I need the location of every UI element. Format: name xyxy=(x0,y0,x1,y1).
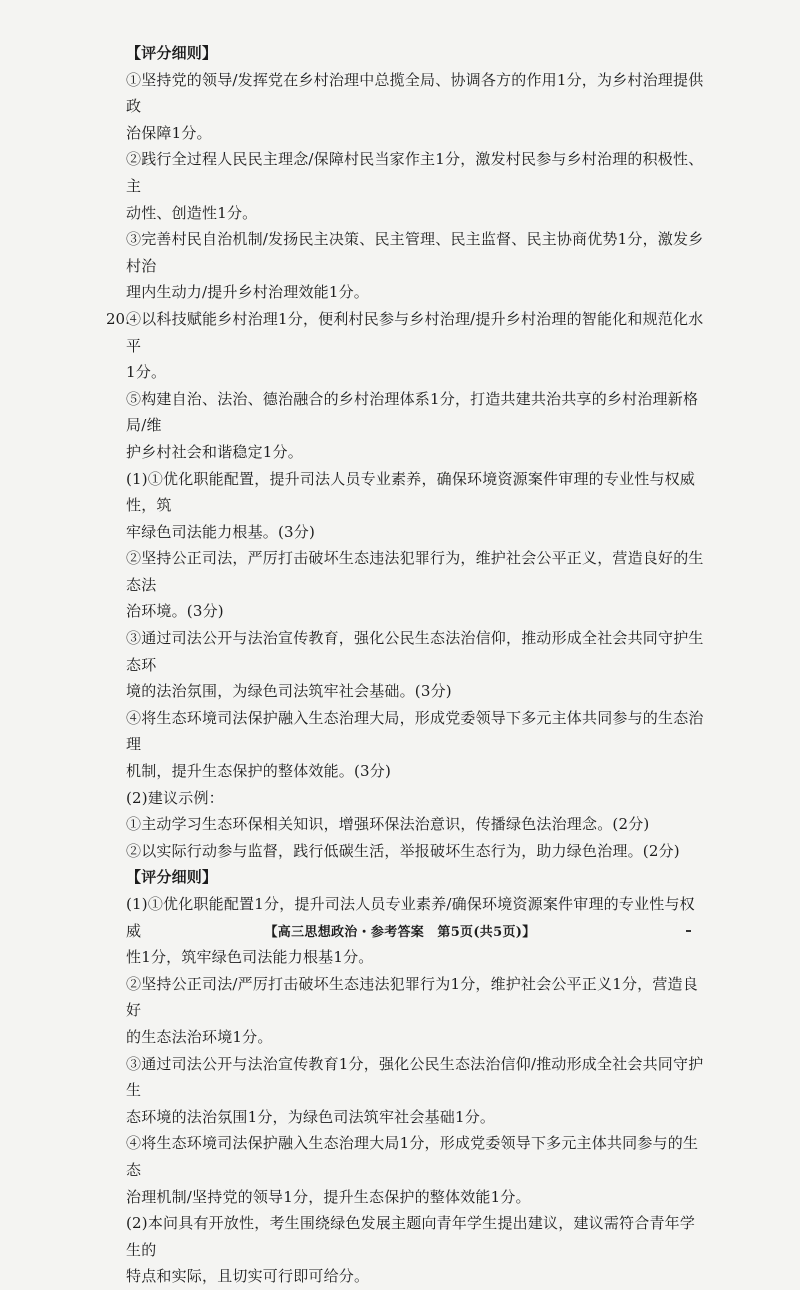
text-line: 理内生动力/提升乡村治理效能1分。 xyxy=(126,283,369,302)
text-line: ③完善村民自治机制/发扬民主决策、民主管理、民主监督、民主协商优势1分，激发乡村治 xyxy=(126,230,704,275)
corner-mark xyxy=(686,930,691,932)
text-line: 1分。 xyxy=(126,363,167,382)
text-line: ①主动学习生态环保相关知识，增强环保法治意识，传播绿色法治理念。(2分) xyxy=(126,815,650,834)
text-line: ②坚持公正司法，严厉打击破坏生态违法犯罪行为，维护社会公平正义，营造良好的生态法 xyxy=(126,549,704,594)
text-line: ②以实际行动参与监督，践行低碳生活，举报破坏生态行为，助力绿色治理。(2分) xyxy=(126,841,680,860)
text-line: (1)①优化职能配置1分，提升司法人员专业素养/确保环境资源案件审理的专业性与权威 xyxy=(126,895,695,940)
text-line: 治理机制/坚持党的领导1分，提升生态保护的整体效能1分。 xyxy=(126,1187,531,1206)
text-line: ②坚持公正司法/严厉打击破坏生态违法犯罪行为1分，维护社会公平正义1分，营造良好 xyxy=(126,974,698,1020)
text-line: 的生态法治环境1分。 xyxy=(126,1027,273,1046)
text-line: ②践行全过程人民民主理念/保障村民当家作主1分，激发村民参与乡村治理的积极性、主 xyxy=(126,150,704,195)
question-number: 20. xyxy=(106,310,130,328)
text-line: 性1分，筑牢绿色司法能力根基1分。 xyxy=(126,948,374,967)
scoring-rules-block-2 xyxy=(126,891,706,1290)
text-line: 牢绿色司法能力根基。(3分) xyxy=(126,522,316,541)
text-line: ③通过司法公开与法治宣传教育1分，强化公民生态法治信仰/推动形成全社会共同守护生 xyxy=(126,1054,704,1100)
text-line: 护乡村社会和谐稳定1分。 xyxy=(126,442,303,461)
text-line: ④将生态环境司法保护融入生态治理大局，形成党委领导下多元主体共同参与的生态治理 xyxy=(126,708,704,754)
page-content xyxy=(126,40,706,1290)
text-line: 治环境。(3分) xyxy=(126,602,224,621)
text-line: ④以科技赋能乡村治理1分，便利村民参与乡村治理/提升乡村治理的智能化和规范化水平 xyxy=(126,309,704,355)
text-line: (1)①优化职能配置，提升司法人员专业素养，确保环境资源案件审理的专业性与权威性，筑 xyxy=(126,469,696,515)
text-line: 机制，提升生态保护的整体效能。(3分) xyxy=(126,762,392,781)
text-line: ⑤构建自治、法治、德治融合的乡村治理体系1分，打造共建共治共享的乡村治理新格局/维 xyxy=(126,389,699,435)
text-line: ④将生态环境司法保护融入生态治理大局1分，形成党委领导下多元主体共同参与的生态 xyxy=(126,1134,699,1179)
text-line: 态环境的法治氛围1分，为绿色司法筑牢社会基础1分。 xyxy=(126,1107,496,1126)
text-line: 动性、创造性1分。 xyxy=(126,203,258,222)
text-line: ①坚持党的领导/发挥党在乡村治理中总揽全局、协调各方的作用1分，为乡村治理提供政 xyxy=(126,70,704,116)
text-line: (2)本问具有开放性，考生围绕绿色发展主题向青年学生提出建议，建议需符合青年学生的 xyxy=(126,1214,696,1259)
text-line: 特点和实际，且切实可行即可给分。 xyxy=(126,1267,370,1286)
text-line: (2)建议示例： xyxy=(126,788,224,807)
page-footer: 【高三思想政治・参考答案 第5页(共5页)】 xyxy=(264,925,536,940)
question-20-answer xyxy=(126,466,706,865)
text-line: 境的法治氛围，为绿色司法筑牢社会基础。(3分) xyxy=(126,682,452,701)
scoring-rules-heading: 【评分细则】 xyxy=(126,868,218,887)
text-line: 治保障1分。 xyxy=(126,123,212,142)
scoring-rules-heading: 【评分细则】 xyxy=(126,44,218,62)
text-line: ③通过司法公开与法治宣传教育，强化公民生态法治信仰，推动形成全社会共同守护生态环 xyxy=(126,629,704,674)
scoring-rules-block-1 xyxy=(126,67,706,466)
